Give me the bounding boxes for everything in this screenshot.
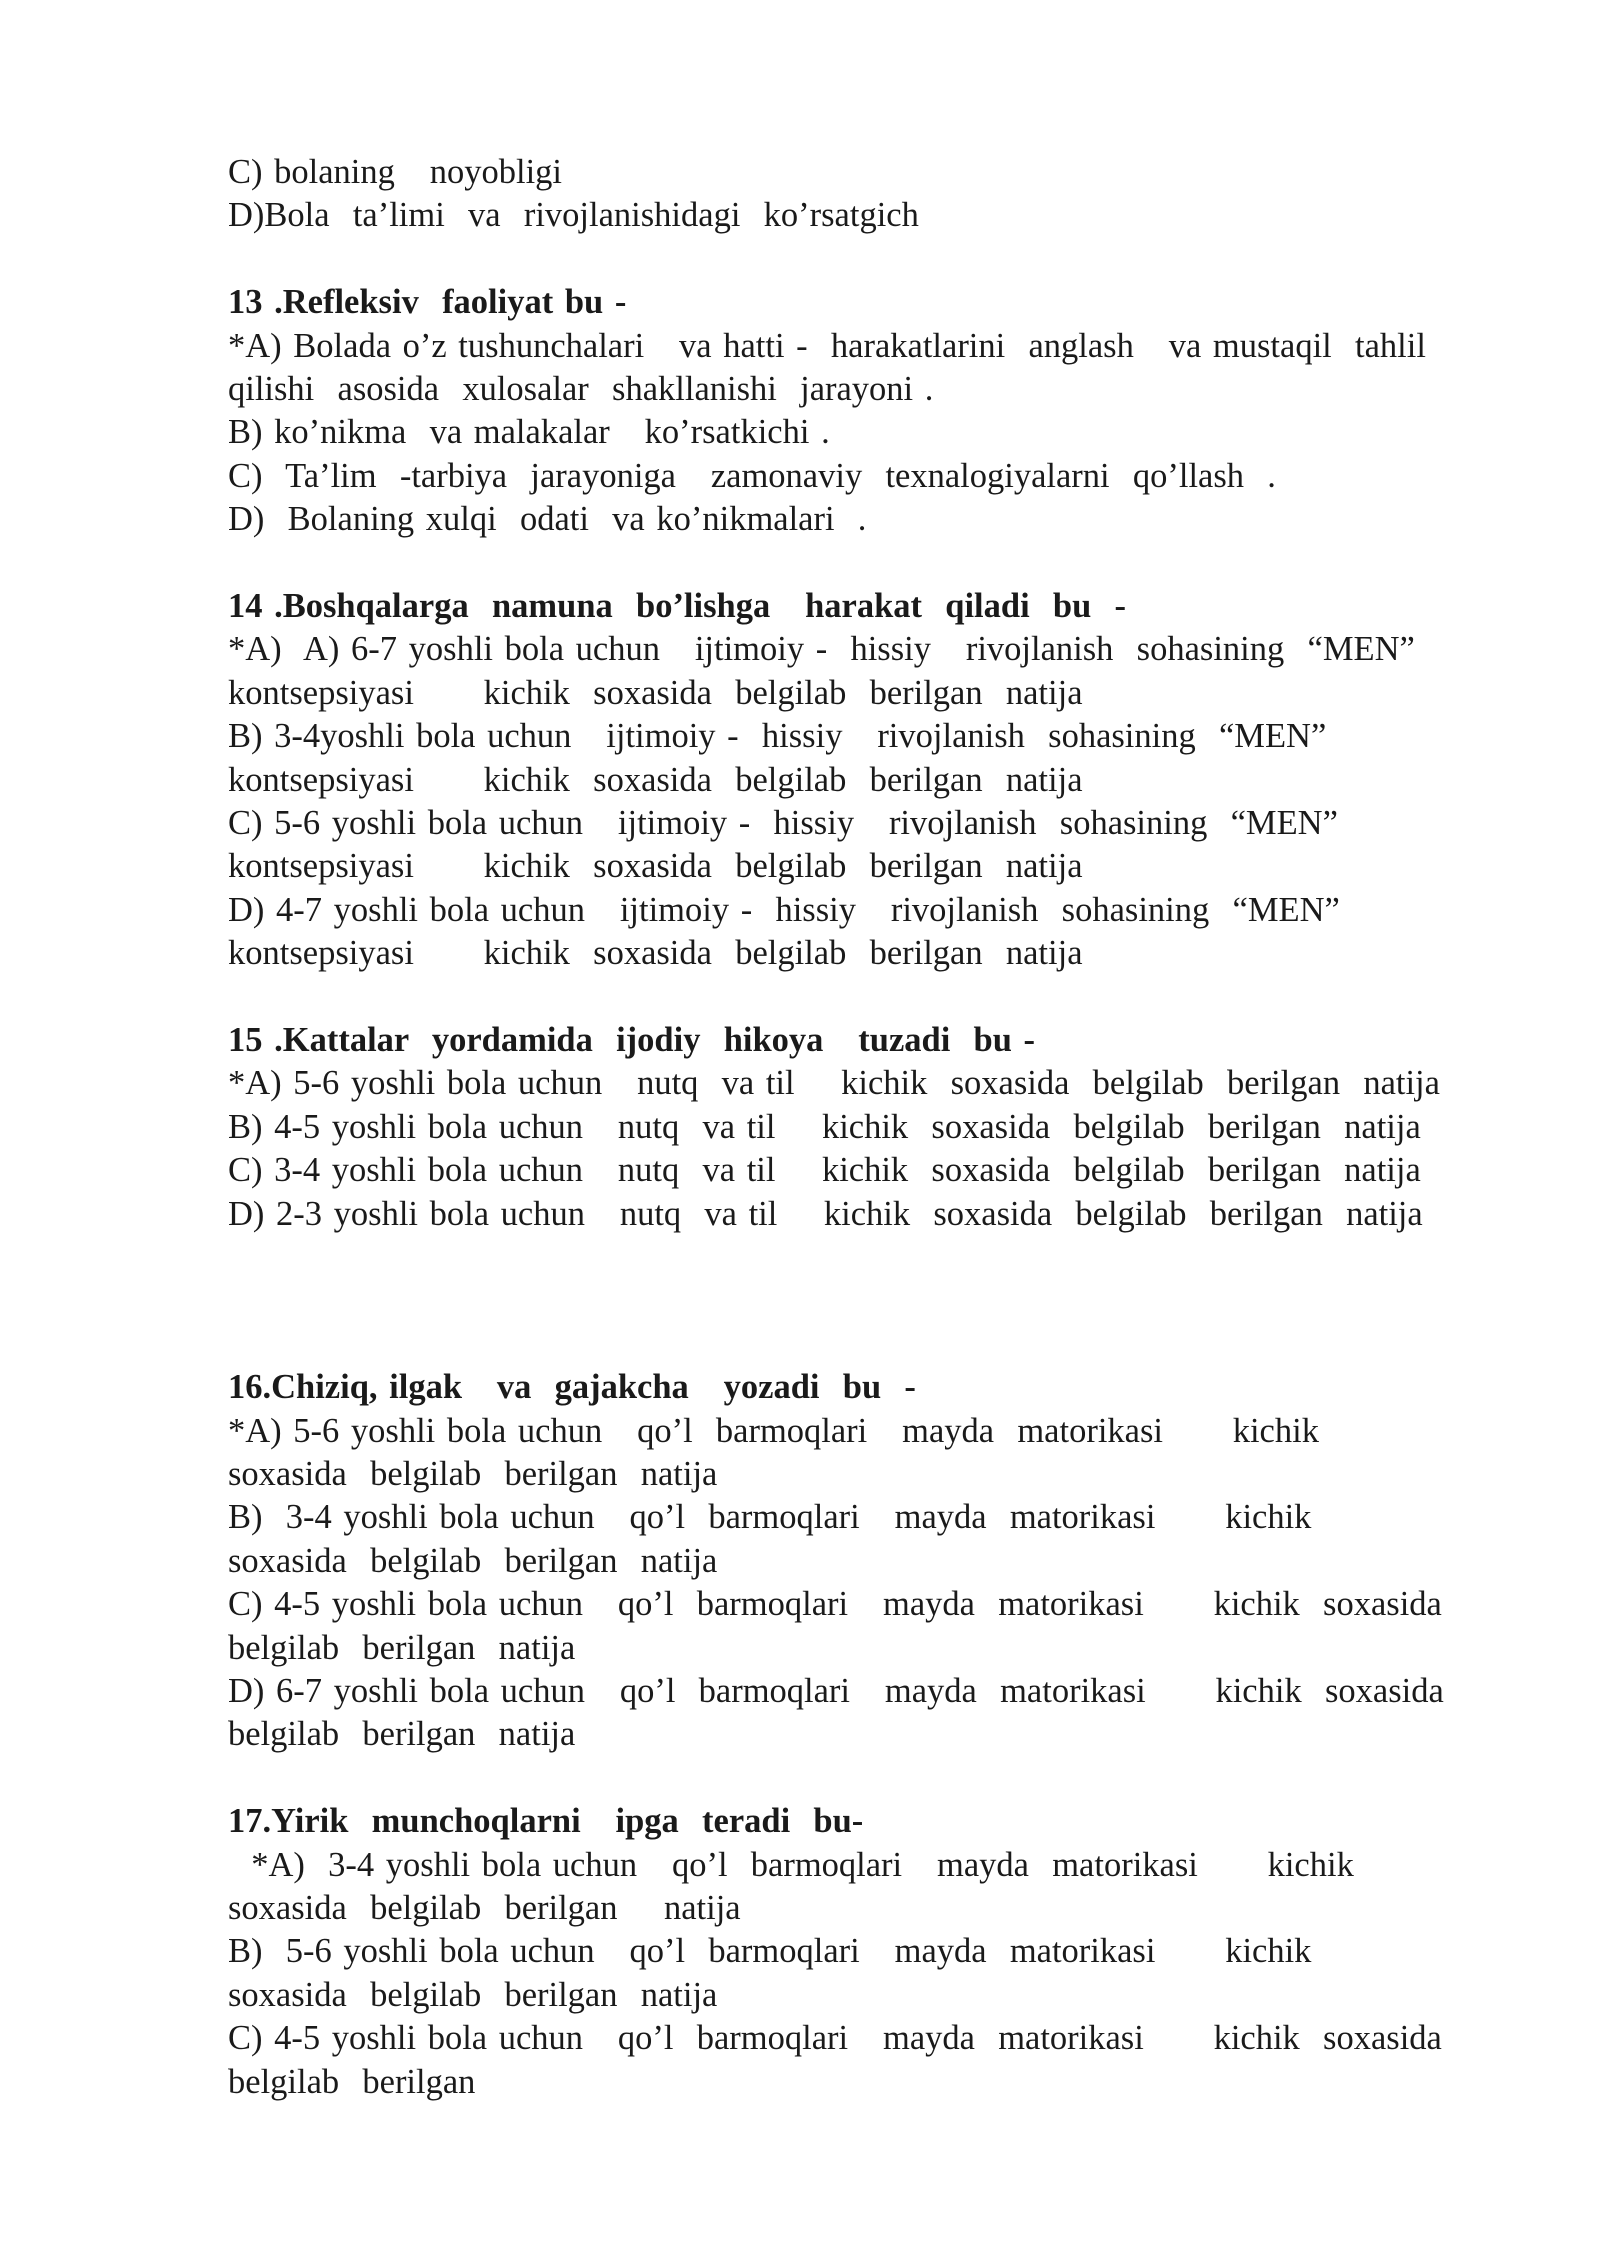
question-15 <box>228 1019 1528 1236</box>
answer-line: *A) 3-4 yoshli bola uchun qo’l barmoqlari mayda matorikasi kichik <box>228 1845 1354 1884</box>
answer-line: belgilab berilgan natija <box>228 1715 576 1754</box>
answer-line: C) 5-6 yoshli bola uchun ijtimoiy - hissiy rivojlanish sohasining “MEN” <box>228 804 1338 843</box>
answer-line: D) 2-3 yoshli bola uchun nutq va til kichik soxasida belgilab berilgan natija <box>228 1194 1423 1233</box>
answer-line: B) ko’nikma va malakalar ko’rsatkichi . <box>228 413 830 452</box>
answer-line: C) 4-5 yoshli bola uchun qo’l barmoqlari mayda matorikasi kichik soxasida <box>228 1585 1442 1624</box>
question-title: 15 .Kattalar yordamida ijodiy hikoya tuzadi bu - <box>228 1021 1036 1060</box>
answer-line: D)Bola ta’limi va rivojlanishidagi ko’rsatgich <box>228 196 919 235</box>
answer-line: D) Bolaning xulqi odati va ko’nikmalari . <box>228 500 867 539</box>
answer-line: *A) Bolada o’z tushunchalari va hatti - harakatlarini anglash va mustaqil tahlil <box>228 326 1426 365</box>
answer-line: B) 3-4 yoshli bola uchun qo’l barmoqlari mayda matorikasi kichik <box>228 1498 1312 1537</box>
answer-line: soxasida belgilab berilgan natija <box>228 1888 741 1927</box>
question-13 <box>228 281 1528 541</box>
question-17 <box>228 1800 1528 2104</box>
question-14 <box>228 585 1528 976</box>
answer-line: *A) 5-6 yoshli bola uchun nutq va til kichik soxasida belgilab berilgan natija <box>228 1064 1440 1103</box>
answer-line: kontsepsiyasi kichik soxasida belgilab berilgan natija <box>228 934 1083 973</box>
answer-line: C) bolaning noyobligi <box>228 153 562 191</box>
answer-line: B) 3-4yoshli bola uchun ijtimoiy - hissiy rivojlanish sohasining “MEN” <box>228 717 1327 756</box>
answer-line: B) 5-6 yoshli bola uchun qo’l barmoqlari mayda matorikasi kichik <box>228 1932 1312 1971</box>
question-16 <box>228 1366 1528 1757</box>
answer-line: C) 4-5 yoshli bola uchun qo’l barmoqlari mayda matorikasi kichik soxasida <box>228 2019 1442 2058</box>
answer-line: belgilab berilgan <box>228 2062 476 2101</box>
answer-line: kontsepsiyasi kichik soxasida belgilab berilgan natija <box>228 673 1083 712</box>
answer-line: B) 4-5 yoshli bola uchun nutq va til kichik soxasida belgilab berilgan natija <box>228 1107 1421 1146</box>
document-page <box>228 151 1528 2104</box>
question-title: 13 .Refleksiv faoliyat bu - <box>228 283 627 322</box>
answer-line: *A) A) 6-7 yoshli bola uchun ijtimoiy - hissiy rivojlanish sohasining “MEN” <box>228 630 1415 669</box>
answer-line: D) 6-7 yoshli bola uchun qo’l barmoqlari mayda matorikasi kichik soxasida <box>228 1671 1444 1710</box>
leading-answers <box>228 151 1528 238</box>
question-title: 16.Chiziq, ilgak va gajakcha yozadi bu - <box>228 1368 916 1407</box>
question-title: 17.Yirik munchoqlarni ipga teradi bu- <box>228 1802 864 1841</box>
answer-line: C) 3-4 yoshli bola uchun nutq va til kichik soxasida belgilab berilgan natija <box>228 1151 1421 1190</box>
answer-line: *A) 5-6 yoshli bola uchun qo’l barmoqlari mayda matorikasi kichik <box>228 1411 1319 1450</box>
answer-line: soxasida belgilab berilgan natija <box>228 1541 718 1580</box>
answer-line: belgilab berilgan natija <box>228 1628 576 1667</box>
answer-line: kontsepsiyasi kichik soxasida belgilab berilgan natija <box>228 847 1083 886</box>
answer-line: D) 4-7 yoshli bola uchun ijtimoiy - hissiy rivojlanish sohasining “MEN” <box>228 890 1340 929</box>
answer-line: C) Ta’lim -tarbiya jarayoniga zamonaviy texnalogiyalarni qo’llash . <box>228 456 1276 495</box>
question-title: 14 .Boshqalarga namuna bo’lishga harakat qiladi bu - <box>228 587 1127 626</box>
answer-line: qilishi asosida xulosalar shakllanishi jarayoni . <box>228 370 934 409</box>
answer-line: soxasida belgilab berilgan natija <box>228 1975 718 2014</box>
answer-line: soxasida belgilab berilgan natija <box>228 1454 718 1493</box>
answer-line: kontsepsiyasi kichik soxasida belgilab berilgan natija <box>228 760 1083 799</box>
